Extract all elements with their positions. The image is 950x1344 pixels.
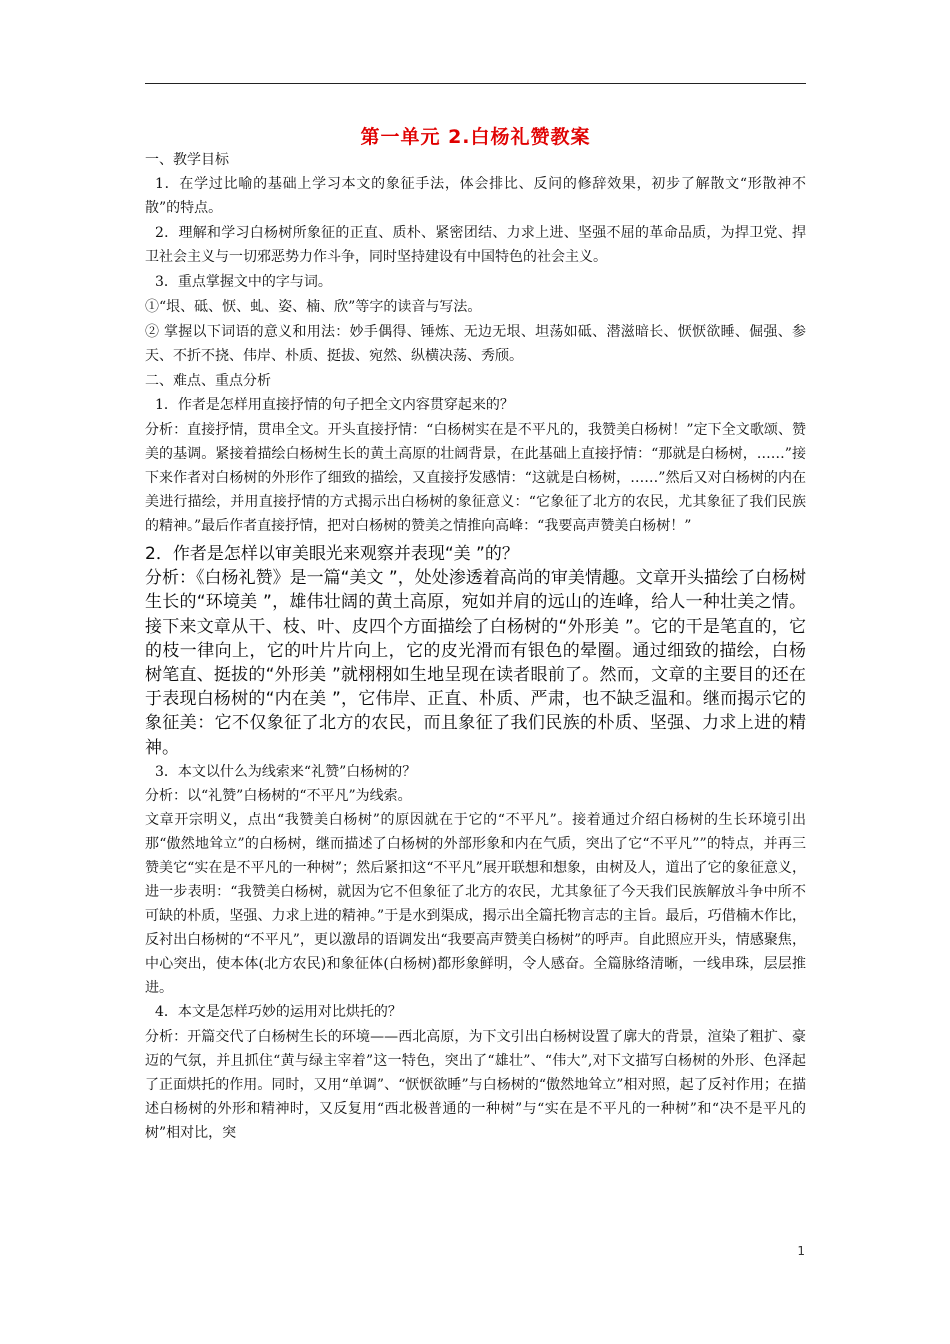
paragraph: 文章开宗明义，点出“我赞美白杨树”的原因就在于它的“不平凡”。接着通过介绍白杨树的生长环境引出那“傲然地耸立”的白杨树，继而描述了白杨树的外部形象和内在气质，突出了它“不平凡””的特点，并再三赞美它“实在是不平凡的一种树”；然后紧扣这“不平凡”展开联想和想象，由树及人，道出了它的象征意义，进一步表明：“我赞美白杨树，就因为它不但象征了北方的农民，尤其象征了今天我们民族解放斗争中所不可缺的朴质，坚强、力求上进的精神。”于是水到渠成，揭示出全篇托物言志的主旨。最后，巧借楠木作比，反衬出白杨树的“不平凡”，更以激昂的语调发出“我要高声赞美白杨树”的呼声。自此照应开头，情感聚焦，中心突出，使本体(北方农民)和象征体(白杨树)都形象鲜明，令人感奋。全篇脉络清晰，一线串珠，层层推进。 xyxy=(145,811,806,996)
paragraph: ② 掌握以下词语的意义和用法：妙手偶得、锤炼、无边无垠、坦荡如砥、潜滋暗长、恹恹欲睡、倔强、参天、不折不挠、伟岸、朴质、挺拔、宛然、纵横决荡、秀颀。 xyxy=(145,324,806,364)
question: 4．本文是怎样巧妙的运用对比烘托的？ xyxy=(155,1003,402,1020)
section-heading: 一、教学目标 xyxy=(145,152,229,168)
header-rule xyxy=(145,83,806,84)
page-number: 1 xyxy=(797,1244,805,1258)
question-large: 2．作者是怎样以审美眼光来观察并表现“美 ”的？ xyxy=(145,544,519,564)
paragraph: 分析：直接抒情，贯串全文。开头直接抒情：“白杨树实在是不平凡的，我赞美白杨树！”定下全文歌颂、赞美的基调。紧接着描绘白杨树生长的黄土高原的壮阔背景，在此基础上直接抒情：“那就是白杨树，……”接下来作者对白杨树的外形作了细致的描绘，又直接抒发感情：“这就是白杨树，……”然后又对白杨树的内在美进行描绘，并用直接抒情的方式揭示出白杨树的象征意义：“它象征了北方的农民，尤其象征了我们民族的精神。”最后作者直接抒情，把对白杨树的赞美之情推向高峰：“我要高声赞美白杨树！” xyxy=(145,422,806,534)
question: 3．本文以什么为线索来“礼赞”白杨树的？ xyxy=(155,763,417,780)
paragraph: 2．理解和学习白杨树所象征的正直、质朴、紧密团结、力求上进、坚强不屈的革命品质，为捍卫党、捍卫社会主义与一切邪恶势力作斗争，同时坚持建设有中国特色的社会主义。 xyxy=(145,225,806,265)
page-title: 第一单元 2.白杨礼赞教案 xyxy=(360,126,591,148)
section-heading: 二、难点、重点分析 xyxy=(145,373,271,389)
paragraph-large: 分析：《白杨礼赞》是一篇“美文 ”，处处渗透着高尚的审美情趣。文章开头描绘了白杨树生长的“环境美 ”，雄伟壮阔的黄土高原，宛如并肩的远山的连峰，给人一种壮美之情。接下来文章从干、枝、叶、皮四个方面描绘了白杨树的“外形美 ”。它的干是笔直的，它的枝一律向上，它的叶片片向上，它的皮光滑而有银色的晕圈。通过细致的描绘，白杨树笔直、挺拔的“外形美 ”就栩栩如生地呈现在读者眼前了。然而，文章的主要目的还在于表现白杨树的“内在美 ”，它伟岸、正直、朴质、严肃，也不缺乏温和。继而揭示它的象征美：它不仅象征了北方的农民，而且象征了我们民族的朴质、坚强、力求上进的精神。 xyxy=(145,568,806,758)
paragraph: 分析：开篇交代了白杨树生长的环境——西北高原，为下文引出白杨树设置了廓大的背景，渲染了粗扩、豪迈的气氛，并且抓住“黄与绿主宰着”这一特色，突出了“雄壮”、“伟大”,对下文描写白杨树的外形、色泽起了正面烘托的作用。同时，又用“单调”、“恹恹欲睡”与白杨树的“傲然地耸立”相对照，起了反衬作用；在描述白杨树的外形和精神时，又反复用“西北极普通的一种树”与“实在是不平凡的一种树”和“决不是平凡的树”相对比，突 xyxy=(145,1028,806,1141)
question: 1．作者是怎样用直接抒情的句子把全文内容贯穿起来的？ xyxy=(155,397,514,413)
paragraph: 分析：以“礼赞”白杨树的“不平凡”为线索。 xyxy=(145,787,412,804)
paragraph: ①“垠、砥、恹、虬、姿、楠、欣”等字的读音与写法。 xyxy=(145,299,482,315)
document-body xyxy=(145,148,806,1145)
paragraph: 3．重点掌握文中的字与词。 xyxy=(155,274,332,290)
paragraph: 1．在学过比喻的基础上学习本文的象征手法，体会排比、反问的修辞效果，初步了解散文“形散神不散”的特点。 xyxy=(145,176,806,216)
